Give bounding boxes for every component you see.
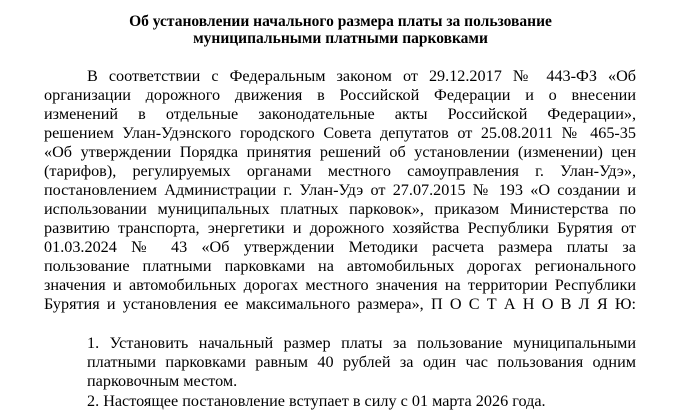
- item-1-line-1: 1. Установить начальный размер платы за пользование муниципальными: [87, 334, 636, 352]
- preamble-line-10: 01.03.2024 № 43 «Об утверждении Методики расчета размера платы за: [44, 238, 636, 256]
- item-1-line-3: парковочным местом.: [87, 372, 238, 390]
- preamble-line-9: развитию транспорта, энергетики и дорожного хозяйства Республики Бурятия от: [44, 219, 636, 237]
- document-title-line-2: муниципальными платными парковками: [193, 30, 488, 47]
- preamble-line-13: Бурятия и установления ее максимального размера», П О С Т А Н О В Л Я Ю:: [44, 295, 636, 313]
- preamble-line-3: изменений в отдельные законодательные акты Российской Федерации»,: [44, 105, 636, 123]
- item-1-line-2: платными парковками равным 40 рублей за один час пользования одним: [87, 353, 636, 371]
- preamble-line-5: «Об утверждении Порядка принятия решений об установлении (изменении) цен: [44, 143, 636, 161]
- preamble-line-12: значения и автомобильных дорогах местного значения на территории Республики: [44, 276, 636, 294]
- item-2-line-1: 2. Настоящее постановление вступает в силу с 01 марта 2026 года.: [87, 392, 546, 410]
- preamble-line-4: решением Улан-Удэнского городского Совета депутатов от 25.08.2011 № 465-35: [44, 124, 636, 142]
- preamble-line-1: В соответствии с Федеральным законом от 29.12.2017 № 443-ФЗ «Об: [87, 67, 636, 85]
- preamble-line-2: организации дорожного движения в Российской Федерации и о внесении: [44, 86, 636, 104]
- preamble-line-6: (тарифов), регулируемых органами местного самоуправления г. Улан-Удэ»,: [44, 162, 636, 180]
- preamble-line-11: пользование платными парковками на автомобильных дорогах регионального: [44, 257, 636, 275]
- preamble-line-7: постановлением Администрации г. Улан-Удэ от 27.07.2015 № 193 «О создании и: [44, 181, 636, 199]
- preamble-line-8: использовании муниципальных платных парковок», приказом Министерства по: [44, 200, 636, 218]
- document-title-line-1: Об установлении начального размера платы за пользование: [129, 13, 552, 30]
